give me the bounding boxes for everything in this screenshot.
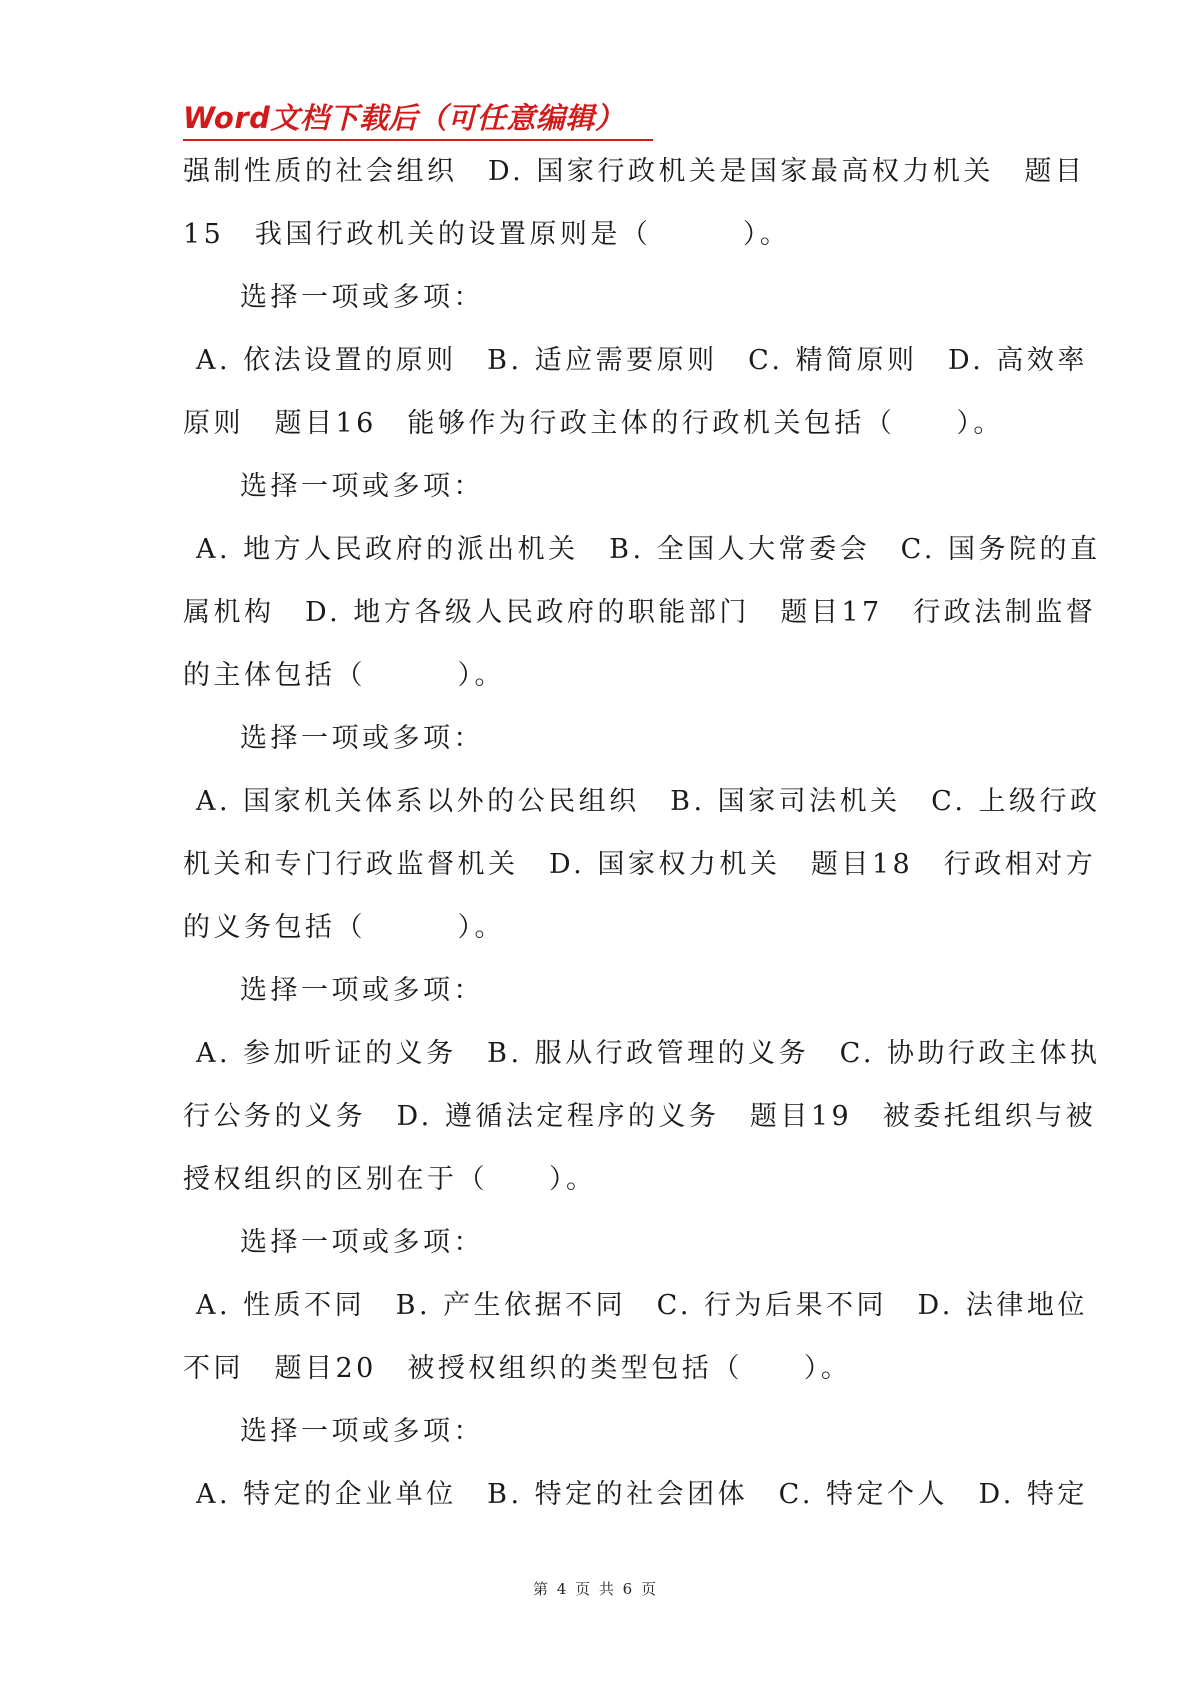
text-line: 属机构 D. 地方各级人民政府的职能部门 题目17 行政法制监督: [183, 597, 1097, 628]
options-line: A. 参加听证的义务 B. 服从行政管理的义务 C. 协助行政主体执: [196, 1038, 1101, 1069]
text-line: 原则 题目16 能够作为行政主体的行政机关包括（ ）。: [183, 408, 1004, 439]
options-line: A. 性质不同 B. 产生依据不同 C. 行为后果不同 D. 法律地位: [196, 1290, 1088, 1321]
options-line: A. 特定的企业单位 B. 特定的社会团体 C. 特定个人 D. 特定: [196, 1479, 1088, 1510]
question-prompt: 选择一项或多项：: [240, 723, 484, 754]
page-number-label: 第 4 页 共 6 页: [533, 1580, 658, 1598]
question-prompt: 选择一项或多项：: [240, 1227, 484, 1258]
options-line: A. 地方人民政府的派出机关 B. 全国人大常委会 C. 国务院的直: [196, 534, 1101, 565]
document-header: [183, 96, 653, 141]
text-line: 15 我国行政机关的设置原则是（ ）。: [183, 219, 791, 250]
text-line: 强制性质的社会组织 D. 国家行政机关是国家最高权力机关 题目: [183, 156, 1086, 187]
text-line: 的义务包括（ ）。: [183, 912, 505, 943]
text-line: 的主体包括（ ）。: [183, 660, 505, 691]
question-prompt: 选择一项或多项：: [240, 1416, 484, 1447]
question-prompt: 选择一项或多项：: [240, 282, 484, 313]
text-line: 行公务的义务 D. 遵循法定程序的义务 题目19 被委托组织与被: [183, 1101, 1097, 1132]
options-line: A. 国家机关体系以外的公民组织 B. 国家司法机关 C. 上级行政: [196, 786, 1101, 817]
text-line: 授权组织的区别在于（ ）。: [183, 1164, 597, 1195]
options-line: A. 依法设置的原则 B. 适应需要原则 C. 精简原则 D. 高效率: [196, 345, 1088, 376]
document-body: [183, 150, 1101, 1536]
text-line: 机关和专门行政监督机关 D. 国家权力机关 题目18 行政相对方: [183, 849, 1097, 880]
question-prompt: 选择一项或多项：: [240, 975, 484, 1006]
question-prompt: 选择一项或多项：: [240, 471, 484, 502]
text-line: 不同 题目20 被授权组织的类型包括（ ）。: [183, 1353, 852, 1384]
header-title: Word文档下载后（可任意编辑）: [183, 101, 625, 135]
page-footer: [0, 1578, 1191, 1599]
